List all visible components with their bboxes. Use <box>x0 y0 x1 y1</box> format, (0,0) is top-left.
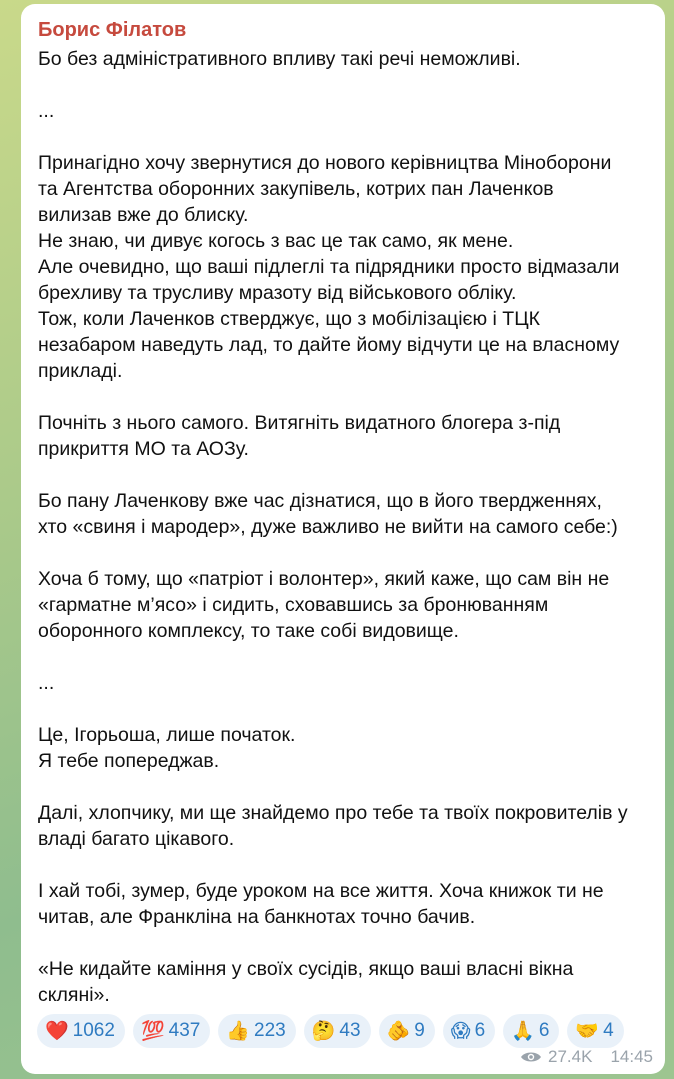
reaction-count: 1062 <box>72 1020 115 1041</box>
reaction-button[interactable] <box>567 1014 623 1048</box>
paragraph-gap <box>38 930 649 956</box>
reactions-bar <box>37 1014 624 1048</box>
author-name[interactable]: Борис Філатов <box>38 19 187 41</box>
message-time: 14:45 <box>610 1047 653 1066</box>
reaction-button[interactable] <box>218 1014 295 1048</box>
reaction-count: 6 <box>538 1020 550 1041</box>
hundred-points-icon: 💯 <box>140 1020 165 1042</box>
views-eye-icon <box>520 1050 542 1064</box>
reaction-button[interactable] <box>304 1014 371 1048</box>
message-text <box>38 46 649 1008</box>
message-line: «Не кидайте каміння у своїх сусідів, якщо ваші власні вікна <box>38 958 574 980</box>
paragraph-gap <box>38 774 649 800</box>
paragraph-gap <box>38 72 649 98</box>
message-line: вилизав вже до блиску. <box>38 204 249 226</box>
red-heart-icon: ❤️ <box>45 1020 69 1042</box>
paragraph-gap <box>38 124 649 150</box>
message-line: ... <box>38 100 55 122</box>
message-line: Далі, хлопчику, ми ще знайдемо про тебе та твоїх покровителів у <box>38 802 628 824</box>
message-line: владі багато цікавого. <box>38 828 235 850</box>
message-line: Я тебе попереджав. <box>38 750 220 772</box>
message-line: прикладі. <box>38 360 123 382</box>
message-line: Почніть з нього самого. Витягніть видатного блогера з-під <box>38 412 561 434</box>
message-line: «гарматне м’ясо» і сидить, сховавшись за бронюванням <box>38 594 549 616</box>
reaction-button[interactable] <box>379 1014 435 1048</box>
paragraph-gap <box>38 644 649 670</box>
reaction-count: 223 <box>254 1020 286 1041</box>
reaction-button[interactable] <box>443 1014 495 1048</box>
folded-hands-icon: 🙏 <box>511 1020 535 1042</box>
reaction-button[interactable] <box>133 1014 210 1048</box>
paragraph-gap <box>38 696 649 722</box>
message-meta <box>520 1047 653 1067</box>
paragraph-gap <box>38 384 649 410</box>
reaction-count: 4 <box>603 1020 614 1041</box>
message-line: Це, Ігорьоша, лише початок. <box>38 724 296 746</box>
reaction-button[interactable] <box>503 1014 559 1048</box>
pointing-hand-icon: 🫵 <box>386 1020 411 1042</box>
message-bubble <box>21 4 665 1074</box>
thinking-face-icon: 🤔 <box>311 1020 336 1042</box>
message-line: та Агентства оборонних закупівель, котрих пан Лаченков <box>38 178 554 200</box>
paragraph-gap <box>38 540 649 566</box>
message-line: ... <box>38 672 55 694</box>
paragraph-gap <box>38 462 649 488</box>
reaction-count: 9 <box>414 1020 425 1041</box>
message-line: оборонного комплексу, то таке собі видовище. <box>38 620 459 642</box>
message-line: незабаром наведуть лад, то дайте йому відчути це на власному <box>38 334 620 356</box>
reaction-count: 43 <box>339 1020 361 1041</box>
views-count: 27.4K <box>548 1047 593 1066</box>
message-line: прикриття МО та АОЗу. <box>38 438 249 460</box>
message-line: Бо пану Лаченкову вже час дізнатися, що в його твердженнях, <box>38 490 602 512</box>
reaction-count: 6 <box>474 1020 486 1041</box>
message-line: І хай тобі, зумер, буде уроком на все життя. Хоча книжок ти не <box>38 880 604 902</box>
message-line: Бо без адміністративного впливу такі речі неможливі. <box>38 48 521 70</box>
reaction-count: 437 <box>168 1020 201 1041</box>
message-line: Принагідно хочу звернутися до нового керівництва Міноборони <box>38 152 612 174</box>
handshake-icon: 🤝 <box>575 1020 600 1042</box>
message-line: хто «свиня і мародер», дуже важливо не вийти на самого себе:) <box>38 516 618 538</box>
message-line: брехливу та трусливу мразоту від військового обліку. <box>38 282 517 304</box>
message-line: скляні». <box>38 984 110 1006</box>
message-line: Тож, коли Лаченков стверджує, що з мобілізацією і ТЦК <box>38 308 540 330</box>
message-line: Хоча б тому, що «патріот і волонтер», який каже, що сам він не <box>38 568 610 590</box>
message-line: читав, але Франкліна на банкнотах точно бачив. <box>38 906 476 928</box>
reaction-button[interactable] <box>37 1014 125 1048</box>
message-line: Але очевидно, що ваші підлеглі та підрядники просто відмазали <box>38 256 620 278</box>
screaming-face-icon: 😱 <box>450 1020 471 1042</box>
thumbs-up-icon: 👍 <box>226 1020 250 1042</box>
message-line: Не знаю, чи дивує когось з вас це так само, як мене. <box>38 230 514 252</box>
paragraph-gap <box>38 852 649 878</box>
